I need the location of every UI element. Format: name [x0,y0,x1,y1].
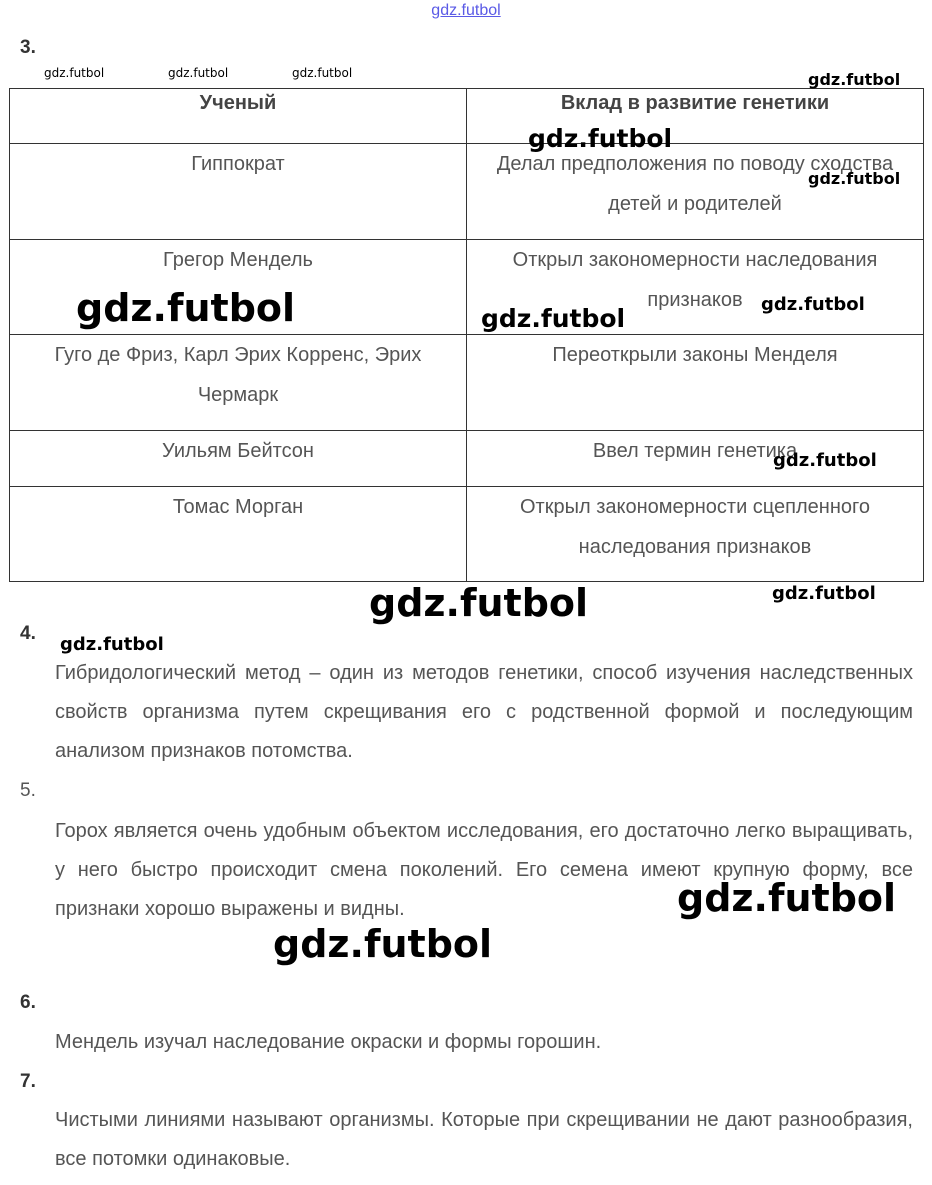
answer-5-text: Горох является очень удобным объектом исследования, его достаточно легко выращивать, у него быстро происходит смена поколений. Его семена имеют крупную форму, все признаки хорошо выражены и видны. [55,820,913,920]
watermark: gdz.futbol [761,294,865,315]
question-7-number: 7. [20,1071,36,1092]
answer-6-text: Мендель изучал наследование окраски и формы горошин. [55,1031,602,1053]
table-row [10,487,924,582]
watermark: gdz.futbol [273,922,493,966]
question-5-number: 5. [20,780,36,801]
watermark: gdz.futbol [677,876,897,920]
cell-contribution: Делал предположения по поводу сходства детей и родителей [467,144,924,240]
cell-contribution: Открыл закономерности наследования признаков [467,240,924,335]
watermark: gdz.futbol [168,66,229,80]
watermark: gdz.futbol [369,581,589,625]
question-3-number: 3. [20,37,36,58]
watermark: gdz.futbol [76,286,296,330]
site-link[interactable]: gdz.futbol [431,2,501,19]
cell-scientist: Томас Морган [10,487,467,582]
table-header-row [10,89,924,144]
header-scientist: Ученый [10,89,467,144]
cell-scientist: Уильям Бейтсон [10,431,467,487]
cell-contribution: Переоткрыли законы Менделя [467,335,924,431]
question-4-number: 4. [20,623,36,644]
header-contribution: Вклад в развитие генетики [467,89,924,144]
watermark: gdz.futbol [808,70,901,89]
genetics-scientists-table [9,88,924,582]
cell-scientist: Гиппократ [10,144,467,240]
cell-contribution: Ввел термин генетика [467,431,924,487]
cell-contribution: Открыл закономерности сцепленного наследования признаков [467,487,924,582]
answer-4-text: Гибридологический метод – один из методов генетики, способ изучения наследственных свойств организма путем скрещивания его с родственной формой и последующим анализом признаков потомства. [55,662,913,762]
cell-scientist: Грегор Мендель [10,240,467,335]
question-6-number: 6. [20,992,36,1013]
watermark: gdz.futbol [773,450,877,471]
answer-7-text: Чистыми линиями называют организмы. Которые при скрещивании не дают разнообразия, все потомки одинаковые. [55,1109,913,1170]
watermark: gdz.futbol [44,66,105,80]
table-row [10,144,924,240]
cell-scientist: Гуго де Фриз, Карл Эрих Корренс, Эрих Чермарк [10,335,467,431]
watermark: gdz.futbol [808,169,901,188]
watermark: gdz.futbol [60,634,164,655]
watermark: gdz.futbol [772,583,876,604]
watermark: gdz.futbol [481,304,626,333]
watermark: gdz.futbol [528,124,673,153]
watermark: gdz.futbol [292,66,353,80]
table-row [10,335,924,431]
